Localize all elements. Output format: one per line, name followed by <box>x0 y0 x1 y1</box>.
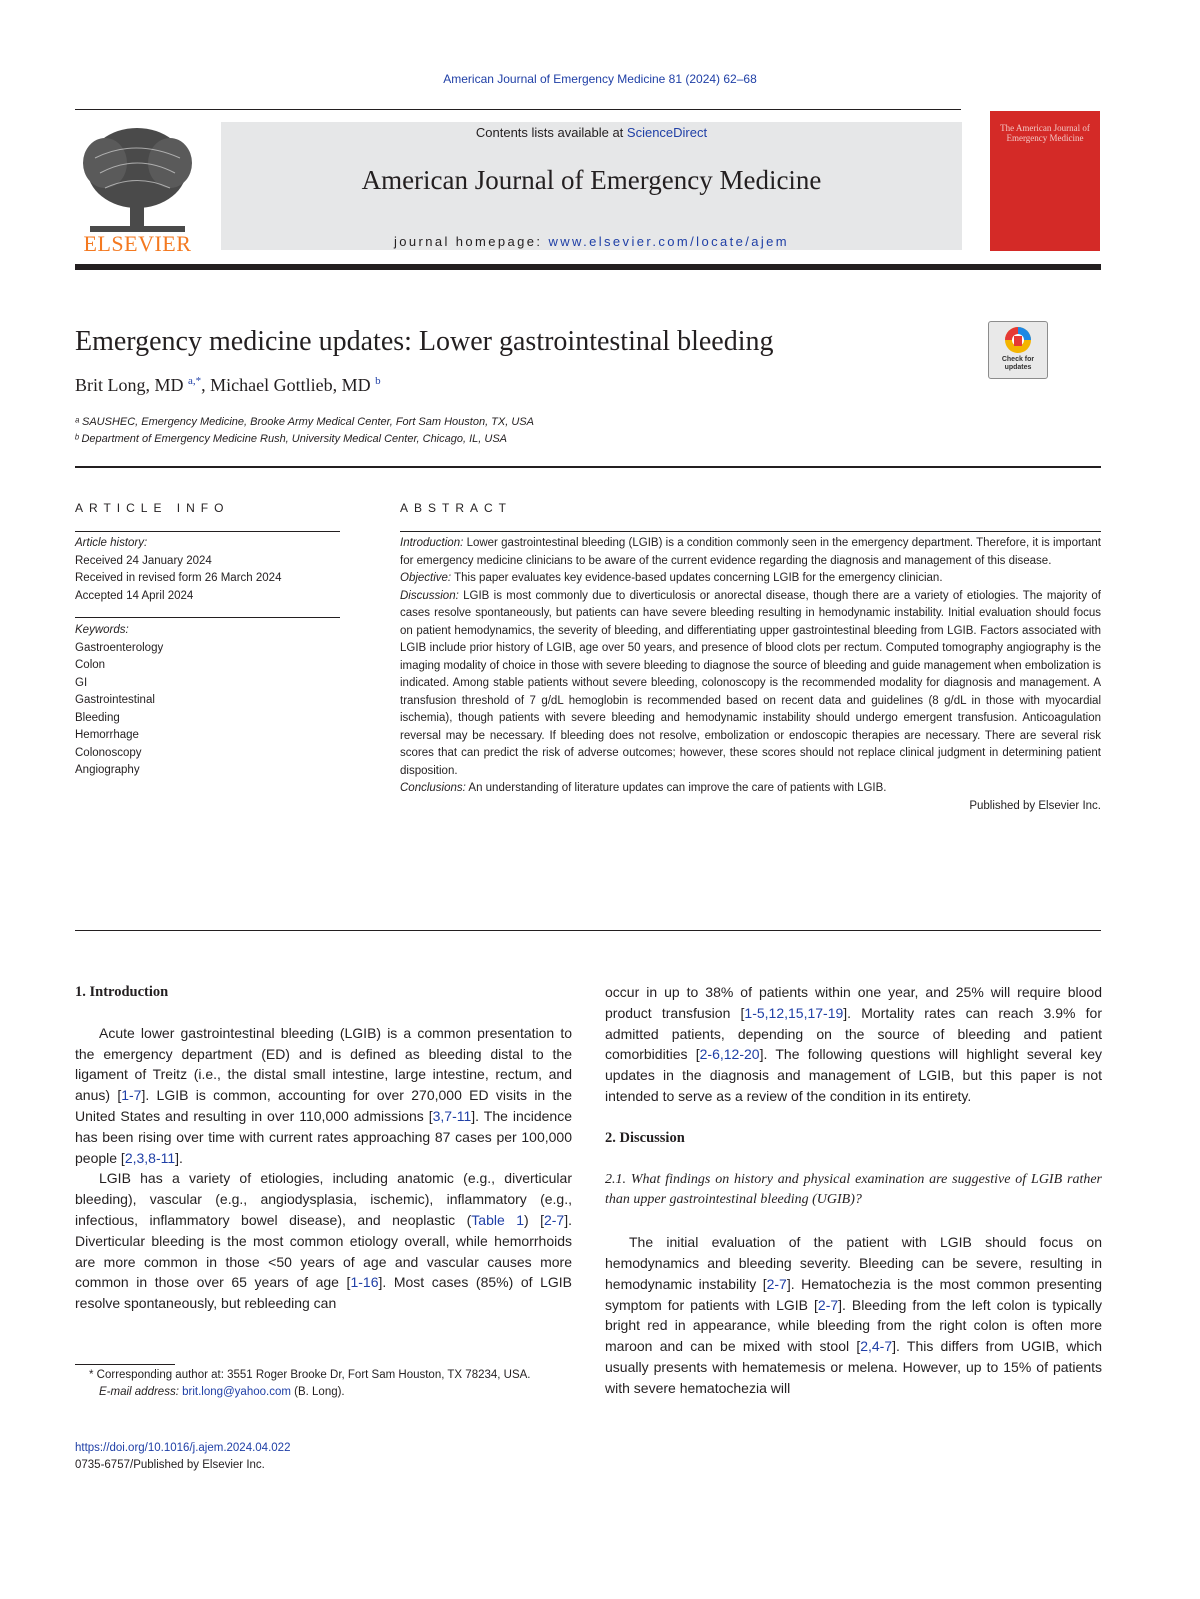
text: ) [ <box>523 1211 544 1228</box>
article-history <box>75 535 340 605</box>
footnote-star: * <box>89 1369 94 1381</box>
history-label: Article history: <box>75 537 148 549</box>
author-separator: , <box>201 375 211 395</box>
abstract-conclusions-label: Conclusions: <box>400 782 466 794</box>
keyword: Angiography <box>75 764 140 776</box>
history-revised: Received in revised form 26 March 2024 <box>75 572 282 584</box>
abstract-discussion-label: Discussion: <box>400 589 459 602</box>
keyword: Gastrointestinal <box>75 694 155 706</box>
text: ]. The incidence has been rising over time with current rates approaching 87 cases per 100,000 people [ <box>75 1107 572 1166</box>
text: ]. LGIB is common, accounting for over 270,000 ED visits in the United States and resulting in over 110,000 admissions [ <box>75 1087 572 1124</box>
intro-paragraph-2 <box>75 1168 572 1314</box>
affiliation-b: ᵇ Department of Emergency Medicine Rush, University Medical Center, Chicago, IL, USA <box>75 433 507 445</box>
abstract-bottom-rule <box>75 930 1101 931</box>
sciencedirect-link[interactable]: ScienceDirect <box>626 125 708 140</box>
email-label: E-mail address: <box>99 1386 183 1398</box>
history-received: Received 24 January 2024 <box>75 554 212 567</box>
text: ]. Bleeding from the left colon is typically bright red in appearance, while bleeding from the right colon is often more maroon and can be mixed with stool [ <box>605 1296 1102 1355</box>
homepage-prefix: journal homepage: <box>393 234 549 249</box>
cover-title: The American Journal of Emergency Medicine <box>1000 123 1090 143</box>
abstract-intro-label: Introduction: <box>400 537 464 549</box>
publisher-logo-text: ELSEVIER <box>83 231 192 256</box>
text: Acute lower gastrointestinal bleeding (LGIB) is a common presentation to the emergency department (ED) and is defined as bleeding distal to the ligament of Treitz (i.e., the distal small intestine, large intestine, rectum, and anus) [ <box>75 1024 572 1104</box>
abstract-objective-text: This paper evaluates key evidence-based updates concerning LGIB for the emergency clinician. <box>451 572 943 584</box>
citation-link[interactable]: 2-7 <box>766 1275 787 1292</box>
text: ]. The following questions will highlight several key updates in the diagnosis and management of LGIB, but this paper is not intended to serve as a review of the condition in its entirety. <box>605 1046 1102 1104</box>
email-suffix: (B. Long). <box>290 1386 345 1398</box>
text: ]. This differs from UGIB, which usually presents with hematemesis or melena. However, up to 15% of patients with severe hematochezia will <box>605 1338 1102 1396</box>
author-2-affil[interactable]: b <box>375 375 381 387</box>
citation-link[interactable]: 3,7-11 <box>432 1107 472 1124</box>
text: ]. Diverticular bleeding is the most common etiology overall, while hemorrhoids are more common in those <50 years of age and vascular causes more common in those over 65 years of age [ <box>75 1211 572 1291</box>
abstract-objective-label: Objective: <box>400 572 452 584</box>
email-link[interactable]: brit.long@yahoo.com <box>182 1386 291 1398</box>
published-by: Published by Elsevier Inc. <box>969 799 1101 812</box>
text: LGIB has a variety of etiologies, including anatomic (e.g., diverticular bleeding), vascular (e.g., angiodysplasia, ischemic), inflammatory (e.g., infectious, inflammatory bowel disease), and neoplastic ( <box>75 1170 572 1228</box>
keywords <box>75 622 340 780</box>
text: ]. Hematochezia is the most common presenting symptom for patients with LGIB [ <box>605 1275 1103 1313</box>
footnote-text: Corresponding author at: 3551 Roger Brooke Dr, Fort Sam Houston, TX 78234, USA. <box>93 1369 531 1381</box>
doi-link[interactable]: https://doi.org/10.1016/j.ajem.2024.04.022 <box>75 1442 291 1454</box>
intro-paragraph-1 <box>75 1023 572 1169</box>
footnote-corresponding <box>75 1367 575 1384</box>
article-title: Emergency medicine updates: Lower gastrointestinal bleeding <box>75 326 774 357</box>
author-1-affil[interactable]: a,* <box>188 375 202 387</box>
keyword: Gastroenterology <box>75 641 164 654</box>
text: occur in up to 38% of patients within one year, and 25% will require blood product transfusion [ <box>605 984 1102 1021</box>
history-accepted: Accepted 14 April 2024 <box>75 589 194 602</box>
subsection-question-2-1: 2.1. What findings on history and physical examination are suggestive of LGIB rather than upper gastrointestinal bleeding (UGIB)? <box>605 1171 1102 1208</box>
running-head[interactable]: American Journal of Emergency Medicine 81 (2024) 62–68 <box>443 72 757 86</box>
citation-link[interactable]: 1-16 <box>350 1274 379 1291</box>
body-column-left <box>75 982 572 1314</box>
keyword: Hemorrhage <box>75 729 139 741</box>
elsevier-logo <box>75 118 200 258</box>
discussion-paragraph-1 <box>605 1232 1102 1398</box>
abstract-rule <box>400 531 1101 532</box>
header-rule <box>75 109 961 110</box>
footnote <box>75 1367 575 1401</box>
journal-cover-image <box>990 111 1100 251</box>
citation-link[interactable]: 2,3,8-11 <box>124 1149 176 1166</box>
section-heading-discussion: 2. Discussion <box>605 1129 685 1146</box>
citation-link[interactable]: 2-6,12-20 <box>699 1046 760 1063</box>
table-link[interactable]: Table 1 <box>471 1211 524 1228</box>
text: ]. Most cases (85%) of LGIB resolve spontaneously, but rebleeding can <box>75 1274 573 1312</box>
citation-link[interactable]: 1-5,12,15,17-19 <box>744 1004 844 1021</box>
abstract-conclusions <box>400 780 1101 798</box>
keywords-label: Keywords: <box>75 624 129 636</box>
citation-link[interactable]: 2-7 <box>543 1211 565 1228</box>
doi-block <box>75 1440 290 1474</box>
citation-link[interactable]: 2,4-7 <box>860 1338 893 1355</box>
contents-prefix: Contents lists available at <box>475 125 627 140</box>
abstract-conclusions-text: An understanding of literature updates can improve the care of patients with LGIB. <box>465 782 887 794</box>
citation-link[interactable]: 1-7 <box>121 1087 142 1104</box>
crossmark-label: Check for updates <box>1001 356 1035 371</box>
journal-title: American Journal of Emergency Medicine <box>361 165 822 195</box>
keyword: Colonoscopy <box>75 746 142 759</box>
footnote-email <box>75 1384 575 1401</box>
homepage-line <box>221 234 962 249</box>
issn-line: 0735-6757/Published by Elsevier Inc. <box>75 1459 265 1471</box>
intro-paragraph-2-cont <box>605 982 1102 1107</box>
abstract-objective <box>400 570 1101 588</box>
keyword: Colon <box>75 659 106 671</box>
footnote-rule <box>75 1364 175 1365</box>
keyword: GI <box>75 676 88 689</box>
author-2: Michael Gottlieb, MD <box>210 375 371 395</box>
section-heading-introduction: 1. Introduction <box>75 984 169 1000</box>
authors <box>75 375 381 396</box>
keywords-rule <box>75 617 340 618</box>
article-info-rule <box>75 531 340 532</box>
abstract-discussion-text: LGIB is most commonly due to diverticulosis or anorectal disease, though there are a variety of etiologies. The majority of cases resolve spontaneously, but patients can have severe bleeding resulting in hemodynamic instability. Initial evaluation should focus on patient hemodynamics, the severity of bleeding, and differentiating upper gastrointestinal bleeding from LGIB. Factors associated with LGIB include prior history of LGIB, age over 50 years, and presence of blood clots per rectum. Computed tomography angiography is the imaging modality of choice in those with severe bleeding to diagnose the source of bleeding and guide management when embolization is indicated. Among stable patients without severe bleeding, colonoscopy is the recommended modality for diagnosis and management. A transfusion threshold of 7 g/dL hemoglobin is recommended based on recent data and guidelines (8 g/dL in those with myocardial ischemia), though patients with severe bleeding and hemodynamic instability should undergo emergent transfusion. Anticoagulation reversal may be necessary. If bleeding does not resolve, embolization or endoscopic therapies are necessary. There are several risk scores that can predict the risk of adverse outcomes; however, these scores should not replace clinical judgment in determining patient disposition. <box>400 589 1101 777</box>
keyword: Bleeding <box>75 711 120 724</box>
homepage-link[interactable]: www.elsevier.com/locate/ajem <box>548 234 790 249</box>
abstract-introduction <box>400 535 1101 570</box>
abstract-body <box>400 535 1101 815</box>
text: ]. <box>175 1149 183 1166</box>
affiliation-a: ᵃ SAUSHEC, Emergency Medicine, Brooke Army Medical Center, Fort Sam Houston, TX, USA <box>75 416 534 428</box>
text: ]. Mortality rates can reach 3.9% for admitted patients, depending on the source of bleeding and patient comorbidities [ <box>605 1004 1102 1063</box>
check-for-updates-badge[interactable] <box>988 321 1048 379</box>
body-column-right <box>605 982 1102 1399</box>
contents-line <box>221 125 962 140</box>
citation-link[interactable]: 2-7 <box>817 1296 839 1313</box>
header-thick-rule <box>75 264 1101 270</box>
abstract-heading: ABSTRACT <box>400 501 513 515</box>
article-info-heading: ARTICLE INFO <box>75 501 230 515</box>
abstract-intro-text: Lower gastrointestinal bleeding (LGIB) is a condition commonly seen in the emergency department. Therefore, it is important for emergency medicine clinicians to be aware of the current evidence regarding the diagnosis and management of this disease. <box>400 537 1101 567</box>
author-1: Brit Long, MD <box>75 375 184 395</box>
title-rule <box>75 466 1101 468</box>
text: The initial evaluation of the patient with LGIB should focus on hemodynamics and bleeding severity. Bleeding can be severe, resulting in hemodynamic instability [ <box>605 1234 1102 1292</box>
abstract-discussion <box>400 588 1101 781</box>
